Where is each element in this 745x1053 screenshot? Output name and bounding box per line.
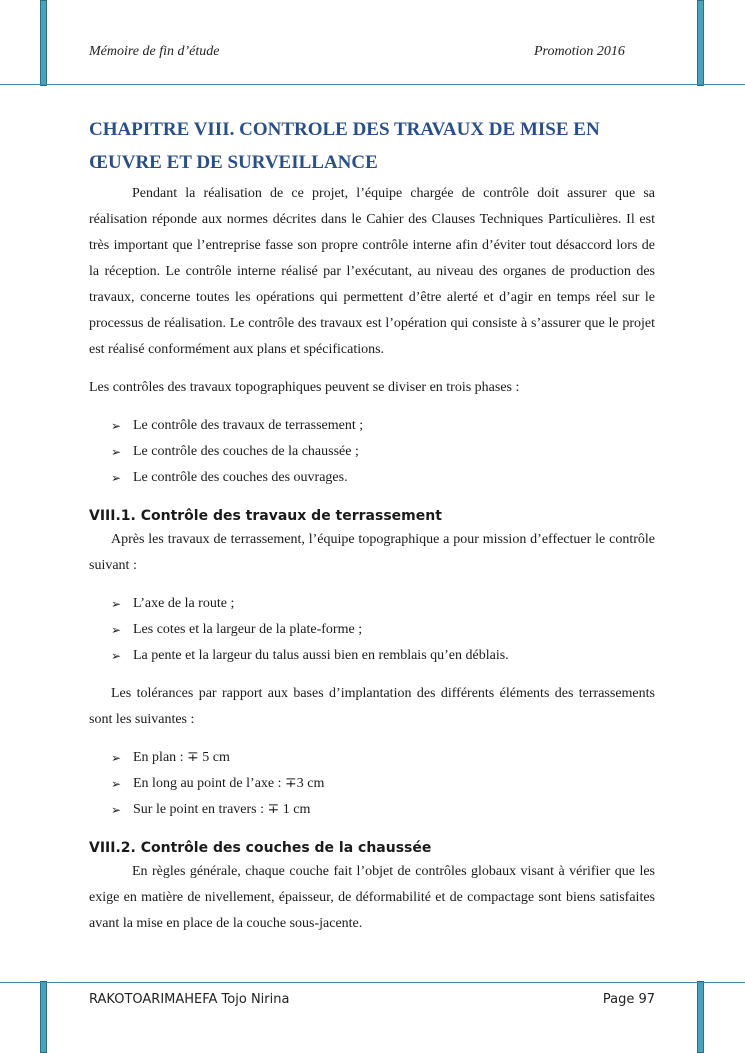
- arrow-bullet-icon: ➢: [111, 803, 122, 817]
- list-item: ➢ L’axe de la route ;: [89, 591, 655, 617]
- arrow-bullet-icon: ➢: [111, 597, 122, 611]
- section-2-title: VIII.2. Contrôle des couches de la chaussée: [89, 840, 432, 856]
- header-right-bar: [697, 0, 704, 86]
- header-left-text: Mémoire de fin d’étude: [89, 44, 220, 59]
- list-item: ➢ Sur le point en travers : ∓ 1 cm: [89, 797, 655, 823]
- header-left-bar: [40, 0, 47, 86]
- arrow-bullet-icon: ➢: [111, 777, 122, 791]
- tolerance-list: [89, 745, 655, 823]
- phases-intro: Les contrôles des travaux topographiques peuvent se diviser en trois phases :: [89, 380, 520, 395]
- list-item: ➢ En long au point de l’axe : ∓3 cm: [89, 771, 655, 797]
- arrow-bullet-icon: ➢: [111, 445, 122, 459]
- chapter-title-line-2: ŒUVRE ET DE SURVEILLANCE: [89, 152, 378, 173]
- header-rule: [0, 84, 745, 85]
- arrow-bullet-icon: ➢: [111, 471, 122, 485]
- chapter-title-line-1: CHAPITRE VIII. CONTROLE DES TRAVAUX DE MISE EN: [89, 119, 600, 140]
- section-1-title: VIII.1. Contrôle des travaux de terrassement: [89, 508, 442, 524]
- intro-paragraph: Pendant la réalisation de ce projet, l’équipe chargée de contrôle doit assurer que sa réalisation réponde aux normes décrites dans le Cahier des Clauses Techniques Particulières. Il est très important que l’entreprise fasse son propre contrôle interne afin d’éviter tout désaccord lors de la réception. Le contrôle interne réalisé par l’exécutant, au niveau des organes de production des travaux, concerne toutes les opérations qui permettent d’être alerté et d’agir en temps réel sur le processus de réalisation. Le contrôle des travaux est l’opération qui consiste à s’assurer que le projet est réalisé conformément aux plans et spécifications.: [89, 186, 655, 357]
- list-item: ➢ Le contrôle des travaux de terrassement ;: [89, 413, 655, 439]
- arrow-bullet-icon: ➢: [111, 751, 122, 765]
- header-right-text: Promotion 2016: [534, 44, 625, 59]
- tolerance-paragraph: Les tolérances par rapport aux bases d’implantation des différents éléments des terrassements sont les suivantes :: [89, 686, 655, 727]
- phases-list: [89, 413, 655, 491]
- arrow-bullet-icon: ➢: [111, 649, 122, 663]
- arrow-bullet-icon: ➢: [111, 419, 122, 433]
- list-item: ➢ Le contrôle des couches des ouvrages.: [89, 465, 655, 491]
- chapter-title: [89, 113, 655, 179]
- section-2-paragraph: En règles générale, chaque couche fait l’objet de contrôles globaux visant à vérifier que les exige en matière de nivellement, épaisseur, de déformabilité et de compactage sont biens satisfaites avant la mise en place de la couche sous-jacente.: [89, 864, 655, 931]
- list-item: ➢ La pente et la largeur du talus aussi bien en remblais qu’en déblais.: [89, 643, 655, 669]
- arrow-bullet-icon: ➢: [111, 623, 122, 637]
- footer-right-bar: [697, 981, 704, 1053]
- footer-author: RAKOTOARIMAHEFA Tojo Nirina: [89, 992, 290, 1007]
- footer-rule: [0, 982, 745, 983]
- footer-left-bar: [40, 981, 47, 1053]
- footer-page-number: Page 97: [602, 992, 655, 1007]
- list-item: ➢ En plan : ∓ 5 cm: [89, 745, 655, 771]
- section-1-paragraph: Après les travaux de terrassement, l’équipe topographique a pour mission d’effectuer le contrôle suivant :: [89, 532, 655, 573]
- section-1-list: [89, 591, 655, 669]
- page-content: [89, 113, 655, 937]
- list-item: ➢ Les cotes et la largeur de la plate-forme ;: [89, 617, 655, 643]
- list-item: ➢ Le contrôle des couches de la chaussée ;: [89, 439, 655, 465]
